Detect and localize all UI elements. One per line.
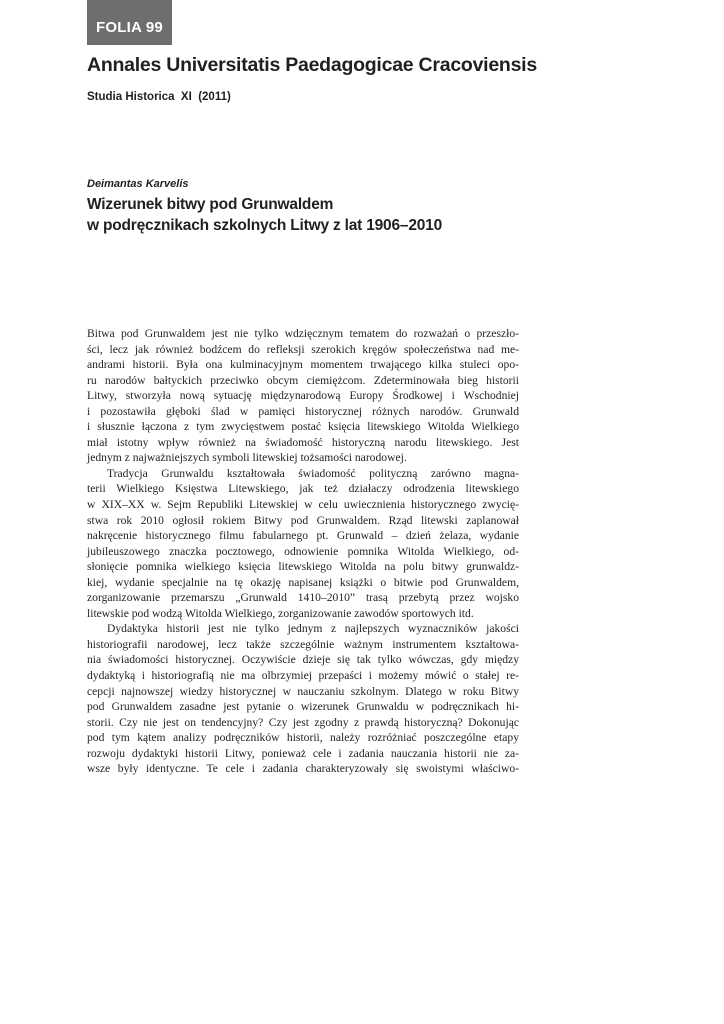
- body-paragraph: [87, 326, 519, 466]
- folia-number-tab: [87, 0, 172, 45]
- folia-label: FOLIA 99: [96, 19, 163, 36]
- body-line: andrami historii. Była ona kulminacyjnym momentem trwającego kilka stuleci opo-: [87, 358, 519, 372]
- body-line: ru narodów bałtyckich przeciwko obcym ciemiężcom. Zdeterminowała bieg historii: [87, 373, 519, 387]
- article-author: Deimantas Karvelis: [87, 178, 189, 190]
- body-line: jednym z najważniejszych symboli litewskiej tożsamości narodowej.: [87, 451, 407, 465]
- body-line: ści, lecz jak również bodźcem do refleksji szerokich kręgów społeczeństwa nad me-: [87, 342, 519, 356]
- body-line: Litwy, stworzyła nową sytuację międzynarodową Europy Środkowej i Wschodniej: [87, 389, 519, 403]
- body-line: Dydaktyka historii jest nie tylko jednym z najlepszych wyznaczników jakości: [107, 622, 519, 636]
- body-line: terii Wielkiego Księstwa Litewskiego, jak też działaczy odrodzenia litewskiego: [87, 482, 519, 496]
- series-label: Studia Historica XI (2011): [87, 91, 231, 103]
- body-line: pod Grunwaldem zasadne jest pytanie o wizerunek Grunwaldu w podręcznikach hi-: [87, 700, 519, 714]
- body-line: Tradycja Grunwaldu kształtowała świadomość polityczną zarówno magna-: [107, 466, 519, 480]
- body-line: nakręcenie historycznego filmu fabularnego pt. Grunwald – dzień żelaza, wydanie: [87, 529, 519, 543]
- article-title: [87, 194, 442, 236]
- body-line: i pozostawiła głęboki ślad w pamięci historycznej różnych narodów. Grunwald: [87, 404, 519, 418]
- body-line: rozwoju dydaktyki historii Litwy, ponieważ cele i zadania nauczania historii nie za-: [87, 746, 519, 760]
- body-line: słonięcie pomnika wielkiego księcia litewskiego Witolda na polu bitwy grunwaldz-: [87, 560, 519, 574]
- body-line: dydaktyką i historiografią nie ma olbrzymiej przepaści i możemy mówić o stałej re-: [87, 669, 519, 683]
- body-line: kiej, wydanie specjalnie na tę okazję napisanej książki o bitwie pod Grunwaldem,: [87, 575, 519, 589]
- journal-title: Annales Universitatis Paedagogicae Cracoviensis: [87, 54, 537, 76]
- body-line: i słusznie łączona z tym zwycięstwem postać księcia litewskiego Witolda Wielkiego: [87, 420, 519, 434]
- body-line: zorganizowanie przemarszu „Grunwald 1410–2010” trasą przebytą przez wojsko: [87, 591, 519, 605]
- body-line: nia świadomości historycznej. Oczywiście dzieje się tak tylko wówczas, gdy między: [87, 653, 519, 667]
- body-line: w XIX–XX w. Sejm Republiki Litewskiej w celu uwiecznienia historycznego zwycię-: [87, 498, 519, 512]
- body-line: miał istotny wpływ również na świadomość historyczną narodu litewskiego. Jest: [87, 435, 519, 449]
- body-line: Bitwa pod Grunwaldem jest nie tylko wdzięcznym tematem do rozważań o przeszło-: [87, 327, 519, 340]
- body-line: wsze były identyczne. Te cele i zadania charakteryzowały się swoistymi właściwo-: [87, 762, 519, 776]
- body-line: pod tym kątem analizy podręczników historii, należy rozróżniać poszczególne etapy: [87, 731, 519, 745]
- article-body: [87, 326, 519, 777]
- body-line: historiografii narodowej, lecz także szczególnie ważnym instrumentem kształtowa-: [87, 637, 519, 651]
- body-line: storii. Czy nie jest on tendencyjny? Czy jest zgodny z prawdą historyczną? Dokonując: [87, 715, 519, 729]
- article-title-line: Wizerunek bitwy pod Grunwaldem: [87, 196, 334, 213]
- body-line: cepcji najnowszej wiedzy historycznej w nauczaniu szkolnym. Dlatego w roku Bitwy: [87, 684, 519, 698]
- article-title-line: w podręcznikach szkolnych Litwy z lat 1906–2010: [87, 217, 443, 234]
- body-line: stwa rok 2010 ogłosił rokiem Bitwy pod Grunwaldem. Rząd litewski zaplanował: [87, 513, 519, 527]
- body-line: litewskie pod wodzą Witolda Wielkiego, zorganizowanie zawodów sportowych itd.: [87, 606, 474, 620]
- body-paragraph: [87, 466, 519, 621]
- body-line: jubileuszowego znaczka pocztowego, odnowienie pomnika Witolda Wielkiego, od-: [87, 544, 519, 558]
- body-paragraph: [87, 621, 519, 776]
